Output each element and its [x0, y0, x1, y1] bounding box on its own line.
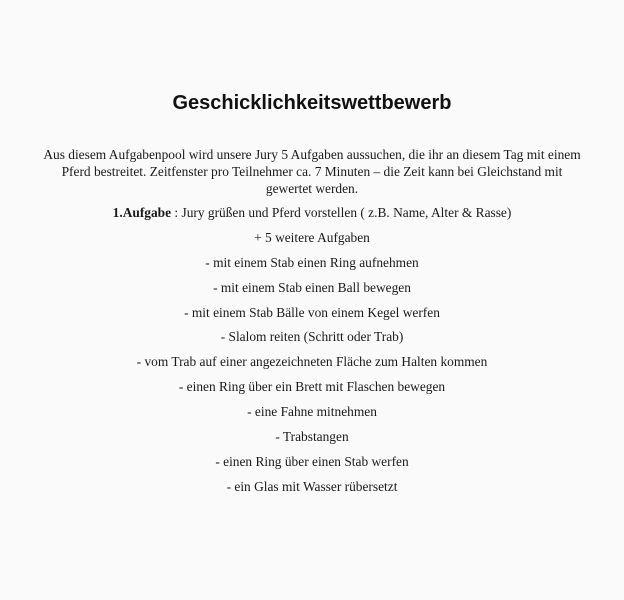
first-task	[0, 204, 624, 229]
page-title: Geschicklichkeitswettbewerb	[172, 92, 452, 114]
task-item: - einen Ring über einen Stab werfen	[215, 453, 409, 469]
task-list	[0, 204, 624, 503]
task-item: - ein Glas mit Wasser rübersetzt	[226, 478, 398, 494]
task-item: - mit einem Stab Bälle von einem Kegel werfen	[184, 304, 440, 320]
task-item: - eine Fahne mitnehmen	[247, 404, 377, 420]
intro-paragraph: Aus diesem Aufgabenpool wird unsere Jury 5 Aufgaben aussuchen, die ihr an diesem Tag mit einem Pferd bestreitet. Zeitfenster pro Teilnehmer ca. 7 Minuten – die Zeit kann bei Gleichstand mit gewertet werden.	[43, 147, 581, 196]
task-item: - Slalom reiten (Schritt oder Trab)	[220, 329, 404, 345]
task-item: - einen Ring über ein Brett mit Flaschen bewegen	[178, 379, 446, 395]
more-tasks-note: + 5 weitere Aufgaben	[254, 229, 370, 245]
task-item: - mit einem Stab einen Ball bewegen	[213, 279, 411, 295]
first-task-text: : Jury grüßen und Pferd vorstellen ( z.B. Name, Alter & Rasse)	[171, 205, 512, 220]
task-item: - vom Trab auf einer angezeichneten Fläche zum Halten kommen	[136, 354, 488, 370]
task-item: - mit einem Stab einen Ring aufnehmen	[205, 254, 419, 270]
task-item: - Trabstangen	[275, 429, 349, 445]
first-task-label: 1.Aufgabe	[112, 205, 172, 220]
